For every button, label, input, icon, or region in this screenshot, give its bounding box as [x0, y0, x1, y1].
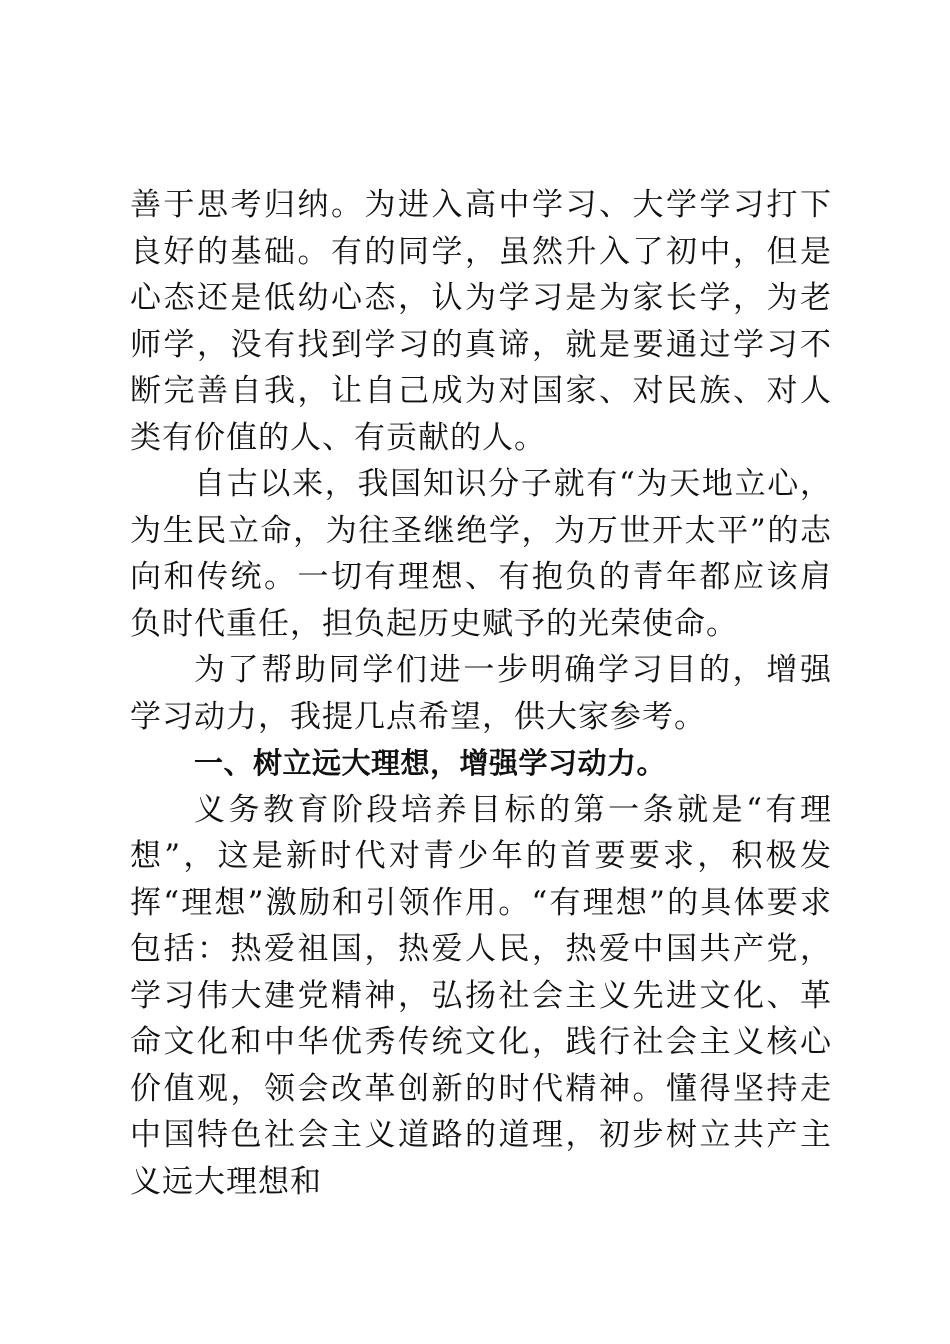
body-paragraph-ideals: 义务教育阶段培养目标的第一条就是“有理想”，这是新时代对青少年的首要要求，积极发挥“理想”激励和引领作用。“有理想”的具体要求包括：热爱祖国，热爱人民，热爱中国共产党，学习伟大建党精神，弘扬社会主义先进文化、革命文化和中华优秀传统文化，践行社会主义核心价值观，领会改革创新的时代精神。懂得坚持走中国特色社会主义道路的道理，初步树立共产主义远大理想和: [130, 791, 832, 1200]
body-paragraph-continued: 善于思考归纳。为进入高中学习、大学学习打下良好的基础。有的同学，虽然升入了初中，但是心态还是低幼心态，认为学习是为家长学，为老师学，没有找到学习的真谛，就是要通过学习不断完善自我，让自己成为对国家、对民族、对人类有价值的人、有贡献的人。: [130, 187, 832, 456]
body-paragraph-hopes: 为了帮助同学们进一步明确学习目的，增强学习动力，我提几点希望，供大家参考。: [130, 652, 832, 735]
document-page: [130, 182, 832, 1205]
body-paragraph-tradition: 自古以来，我国知识分子就有“为天地立心，为生民立命，为往圣继绝学，为万世开太平”的志向和传统。一切有理想、有抱负的青年都应该肩负时代重任，担负起历史赋予的光荣使命。: [130, 466, 832, 642]
section-heading: 一、树立远大理想，增强学习动力。: [194, 746, 667, 780]
